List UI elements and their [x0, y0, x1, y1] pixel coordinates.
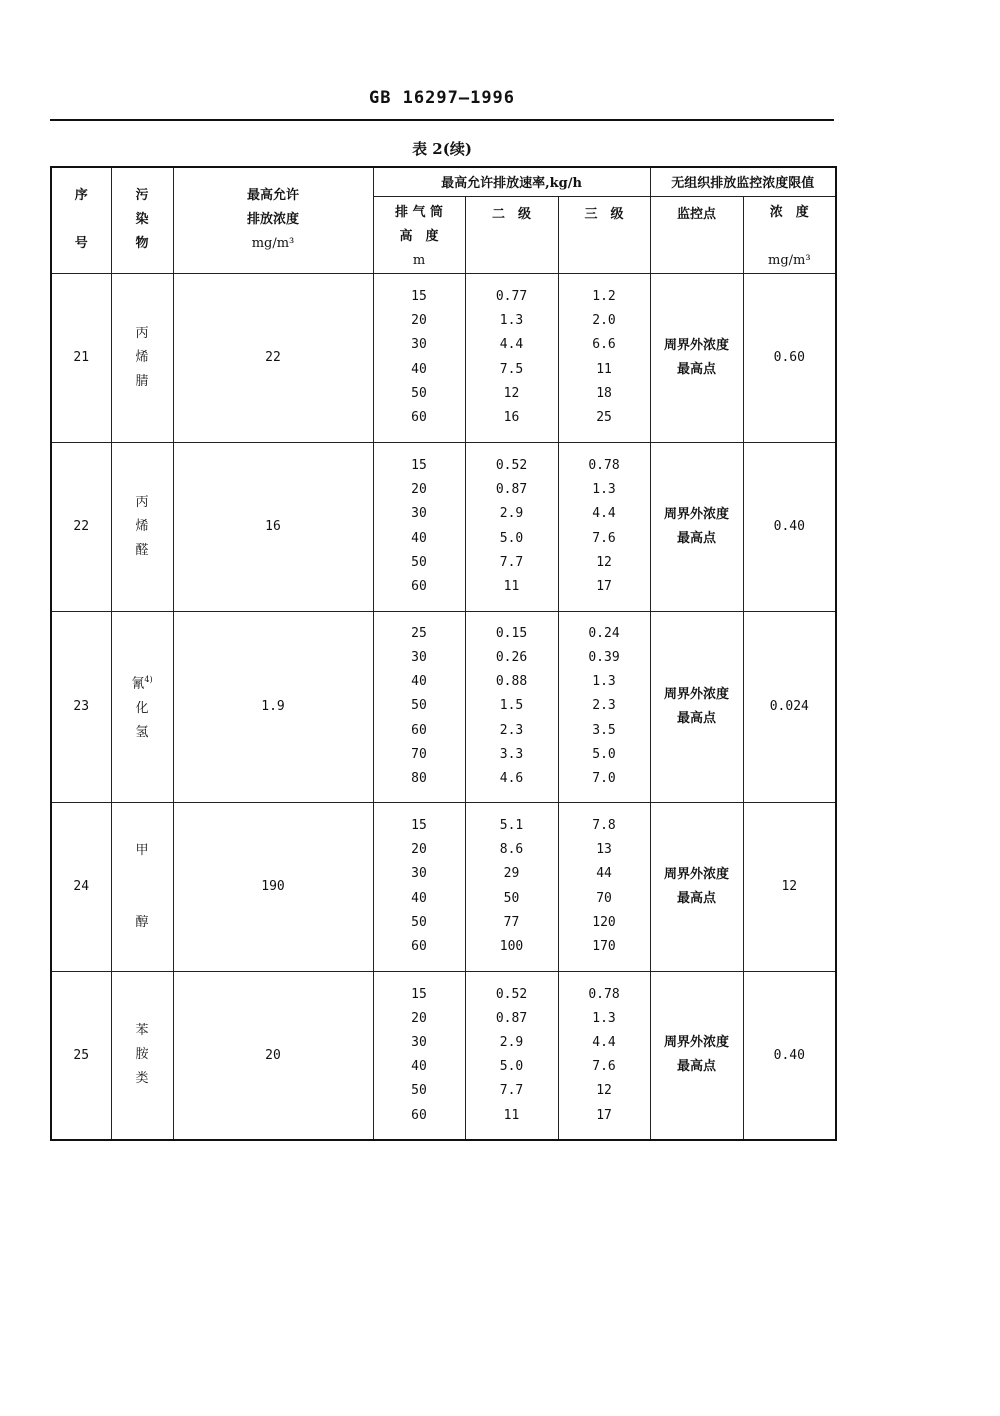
- table-row: [51, 611, 836, 802]
- pollutant-char: 腈: [135, 373, 149, 389]
- pollutant-char-with-note: [112, 668, 173, 696]
- monitor-line: 周界外浓度: [664, 1035, 730, 1051]
- pollutant-char: 醛: [135, 542, 149, 558]
- standard-code: GB 16297—1996: [368, 88, 516, 108]
- monitor-line: 最高点: [677, 710, 717, 726]
- row-level-2: [465, 442, 558, 611]
- level2-value: 0.26: [495, 649, 528, 665]
- row-monitor-point: [650, 442, 743, 611]
- level2-value: 4.6: [499, 771, 524, 786]
- header-row-1: [51, 167, 836, 196]
- level3-value: 7.8: [592, 817, 616, 833]
- level2-value: 11: [503, 578, 520, 594]
- height-value: 30: [411, 337, 427, 353]
- header-max-conc-unit: mg/m³: [251, 236, 295, 252]
- height-value: 15: [411, 817, 427, 833]
- header-unorganized-group: 无组织排放监控浓度限值: [650, 167, 836, 196]
- height-value: 40: [411, 674, 427, 690]
- row-heights: [373, 442, 465, 611]
- pollutant-char: 化: [135, 700, 149, 716]
- row-level-2: [465, 802, 558, 971]
- row-level-2: [465, 611, 558, 802]
- level3-value: 170: [592, 938, 616, 954]
- monitor-line: 最高点: [677, 361, 717, 377]
- height-value: 20: [411, 313, 427, 329]
- level3-value: 70: [596, 890, 612, 906]
- pollutant-char: 类: [135, 1071, 149, 1087]
- row-limit: 0.024: [743, 611, 836, 802]
- height-value: 60: [411, 409, 427, 425]
- pollutant-char: 丙: [135, 494, 149, 510]
- height-value: 50: [411, 554, 427, 570]
- row-limit: 0.40: [743, 971, 836, 1140]
- level3-value: 18: [596, 385, 612, 401]
- level2-value: 4.4: [499, 337, 524, 353]
- height-value: 60: [411, 578, 427, 594]
- row-max-concentration: 16: [173, 442, 373, 611]
- height-value: 50: [411, 1083, 427, 1099]
- height-value: 15: [411, 986, 427, 1002]
- height-value: 30: [411, 1035, 427, 1051]
- level2-value: 2.9: [499, 1035, 524, 1051]
- height-value: 50: [411, 385, 427, 401]
- row-seq: 22: [51, 442, 111, 611]
- header-monitor-point: 监控点: [650, 196, 743, 273]
- header-seq: [51, 167, 111, 273]
- row-max-concentration: 190: [173, 802, 373, 971]
- monitor-line: 最高点: [677, 890, 717, 906]
- table-row: [51, 971, 836, 1140]
- table-caption: 表 2(续): [412, 140, 472, 158]
- monitor-line: 周界外浓度: [664, 686, 730, 702]
- row-max-concentration: 1.9: [173, 611, 373, 802]
- pollutant-char: 苯: [135, 1023, 149, 1039]
- row-seq: 23: [51, 611, 111, 802]
- pollutant-char: 烯: [135, 518, 149, 534]
- row-heights: [373, 611, 465, 802]
- height-value: 15: [411, 288, 427, 304]
- level2-value: 100: [499, 938, 524, 954]
- row-limit: 12: [743, 802, 836, 971]
- row-pollutant: [111, 273, 173, 442]
- pollutant-char: 氰: [131, 676, 145, 692]
- height-value: 60: [411, 1107, 427, 1123]
- level2-value: 29: [503, 866, 520, 882]
- level2-value: 7.5: [499, 361, 524, 377]
- level3-value: 3.5: [592, 722, 616, 738]
- level3-value: 25: [596, 409, 612, 425]
- height-value: 60: [411, 938, 427, 954]
- level3-value: 5.0: [592, 746, 616, 762]
- height-value: 40: [411, 361, 427, 377]
- header-height-line: 排 气 筒: [394, 204, 444, 220]
- level3-value: 17: [596, 1107, 612, 1123]
- table-row: [51, 442, 836, 611]
- row-level-3: [558, 971, 650, 1140]
- header-seq-char: 号: [74, 236, 88, 252]
- level2-value: 5.0: [499, 530, 524, 546]
- level2-value: 0.77: [495, 288, 528, 304]
- row-seq: 21: [51, 273, 111, 442]
- header-rate-group: 最高允许排放速率,kg/h: [373, 167, 650, 196]
- header-concentration-label: 浓 度: [769, 204, 809, 220]
- row-limit: 0.40: [743, 442, 836, 611]
- monitor-line: 周界外浓度: [664, 337, 730, 353]
- level2-value: 7.7: [499, 1083, 524, 1099]
- level3-value: 4.4: [592, 1035, 616, 1051]
- level3-value: 6.6: [592, 337, 616, 353]
- level2-value: 12: [503, 385, 520, 401]
- height-value: 15: [411, 457, 427, 473]
- height-value: 20: [411, 842, 427, 858]
- row-level-3: [558, 802, 650, 971]
- level2-value: 0.52: [495, 457, 528, 473]
- monitor-line: 最高点: [677, 1059, 717, 1075]
- height-value: 40: [411, 530, 427, 546]
- table-row: [51, 802, 836, 971]
- row-max-concentration: 22: [173, 273, 373, 442]
- header-max-concentration: [173, 167, 373, 273]
- header-height-unit: m: [412, 252, 426, 268]
- header-pollutant-char: 污: [135, 188, 149, 204]
- header-concentration: [743, 196, 836, 273]
- level2-value: 2.3: [499, 722, 524, 738]
- row-max-concentration: 20: [173, 971, 373, 1140]
- row-level-2: [465, 273, 558, 442]
- row-monitor-point: [650, 611, 743, 802]
- height-value: 50: [411, 914, 427, 930]
- table-row: [51, 273, 836, 442]
- height-value: 80: [411, 771, 427, 786]
- header-pollutant-char: 染: [135, 212, 149, 228]
- level2-value: 0.87: [495, 1010, 528, 1026]
- emission-limits-table: [50, 166, 837, 1141]
- pollutant-char: 烯: [135, 349, 149, 365]
- level2-value: 0.87: [495, 482, 528, 498]
- row-limit: 0.60: [743, 273, 836, 442]
- pollutant-char: 胺: [135, 1047, 149, 1063]
- level3-value: 0.39: [588, 649, 620, 665]
- header-stack-height: [373, 196, 465, 273]
- level2-value: 0.15: [495, 625, 528, 641]
- monitor-line: 周界外浓度: [664, 866, 730, 882]
- row-pollutant: [111, 971, 173, 1140]
- level2-value: 0.88: [495, 674, 528, 690]
- level3-value: 13: [596, 842, 612, 858]
- level2-value: 1.5: [499, 698, 524, 714]
- height-value: 30: [411, 506, 427, 522]
- height-value: 40: [411, 1059, 427, 1075]
- height-value: 30: [411, 649, 427, 665]
- level3-value: 11: [596, 361, 612, 377]
- level3-value: 7.0: [592, 771, 616, 786]
- header-max-conc-line: 排放浓度: [246, 212, 299, 228]
- row-heights: [373, 971, 465, 1140]
- level2-value: 77: [503, 914, 520, 930]
- height-value: 50: [411, 698, 427, 714]
- row-heights: [373, 802, 465, 971]
- row-pollutant: [111, 442, 173, 611]
- header-rule: [50, 119, 834, 121]
- level3-value: 12: [596, 554, 612, 570]
- level3-value: 1.2: [592, 288, 616, 304]
- row-seq: 25: [51, 971, 111, 1140]
- level2-value: 3.3: [499, 746, 524, 762]
- header-concentration-unit: mg/m³: [768, 252, 811, 268]
- level3-value: 0.78: [588, 457, 620, 473]
- header-seq-char: 序: [74, 188, 88, 204]
- level3-value: 7.6: [592, 530, 616, 546]
- level3-value: 44: [596, 866, 612, 882]
- height-value: 20: [411, 482, 427, 498]
- pollutant-char: 醇: [135, 914, 149, 930]
- level3-value: 1.3: [592, 1010, 616, 1026]
- level3-value: 1.3: [592, 674, 616, 690]
- level2-value: 5.1: [499, 817, 524, 833]
- row-level-2: [465, 971, 558, 1140]
- level2-value: 16: [503, 409, 520, 425]
- pollutant-char: 甲: [135, 842, 149, 858]
- height-value: 40: [411, 890, 427, 906]
- level3-value: 0.24: [588, 625, 620, 641]
- level2-value: 11: [503, 1107, 520, 1123]
- pollutant-char: 丙: [135, 325, 149, 341]
- header-pollutant-char: 物: [135, 236, 149, 252]
- level2-value: 0.52: [495, 986, 528, 1002]
- level3-value: 4.4: [592, 506, 616, 522]
- row-level-3: [558, 611, 650, 802]
- row-level-3: [558, 442, 650, 611]
- level2-value: 5.0: [499, 1059, 524, 1075]
- footnote-marker: 4): [144, 675, 153, 685]
- row-heights: [373, 273, 465, 442]
- height-value: 70: [411, 746, 427, 762]
- height-value: 20: [411, 1010, 427, 1026]
- level3-value: 17: [596, 578, 612, 594]
- height-value: 60: [411, 722, 427, 738]
- level2-value: 1.3: [499, 313, 524, 329]
- row-monitor-point: [650, 802, 743, 971]
- row-pollutant: [111, 802, 173, 971]
- row-monitor-point: [650, 971, 743, 1140]
- row-monitor-point: [650, 273, 743, 442]
- level2-value: 7.7: [499, 554, 524, 570]
- header-level-2: 二 级: [465, 196, 558, 273]
- level2-value: 8.6: [499, 842, 524, 858]
- height-value: 30: [411, 866, 427, 882]
- header-max-conc-line: 最高允许: [246, 188, 299, 204]
- level3-value: 7.6: [592, 1059, 616, 1075]
- level3-value: 120: [592, 914, 616, 930]
- level3-value: 1.3: [592, 482, 616, 498]
- pollutant-char: 氢: [135, 724, 149, 740]
- header-height-line: 高 度: [399, 228, 439, 244]
- level3-value: 2.3: [592, 698, 616, 714]
- level3-value: 12: [596, 1083, 612, 1099]
- header-pollutant: [111, 167, 173, 273]
- height-value: 25: [411, 625, 427, 641]
- row-pollutant: [111, 611, 173, 802]
- level2-value: 2.9: [499, 506, 524, 522]
- monitor-line: 最高点: [677, 530, 717, 546]
- level3-value: 0.78: [588, 986, 620, 1002]
- level3-value: 2.0: [592, 313, 616, 329]
- row-seq: 24: [51, 802, 111, 971]
- header-level-3: 三 级: [558, 196, 650, 273]
- level2-value: 50: [503, 890, 520, 906]
- row-level-3: [558, 273, 650, 442]
- monitor-line: 周界外浓度: [664, 506, 730, 522]
